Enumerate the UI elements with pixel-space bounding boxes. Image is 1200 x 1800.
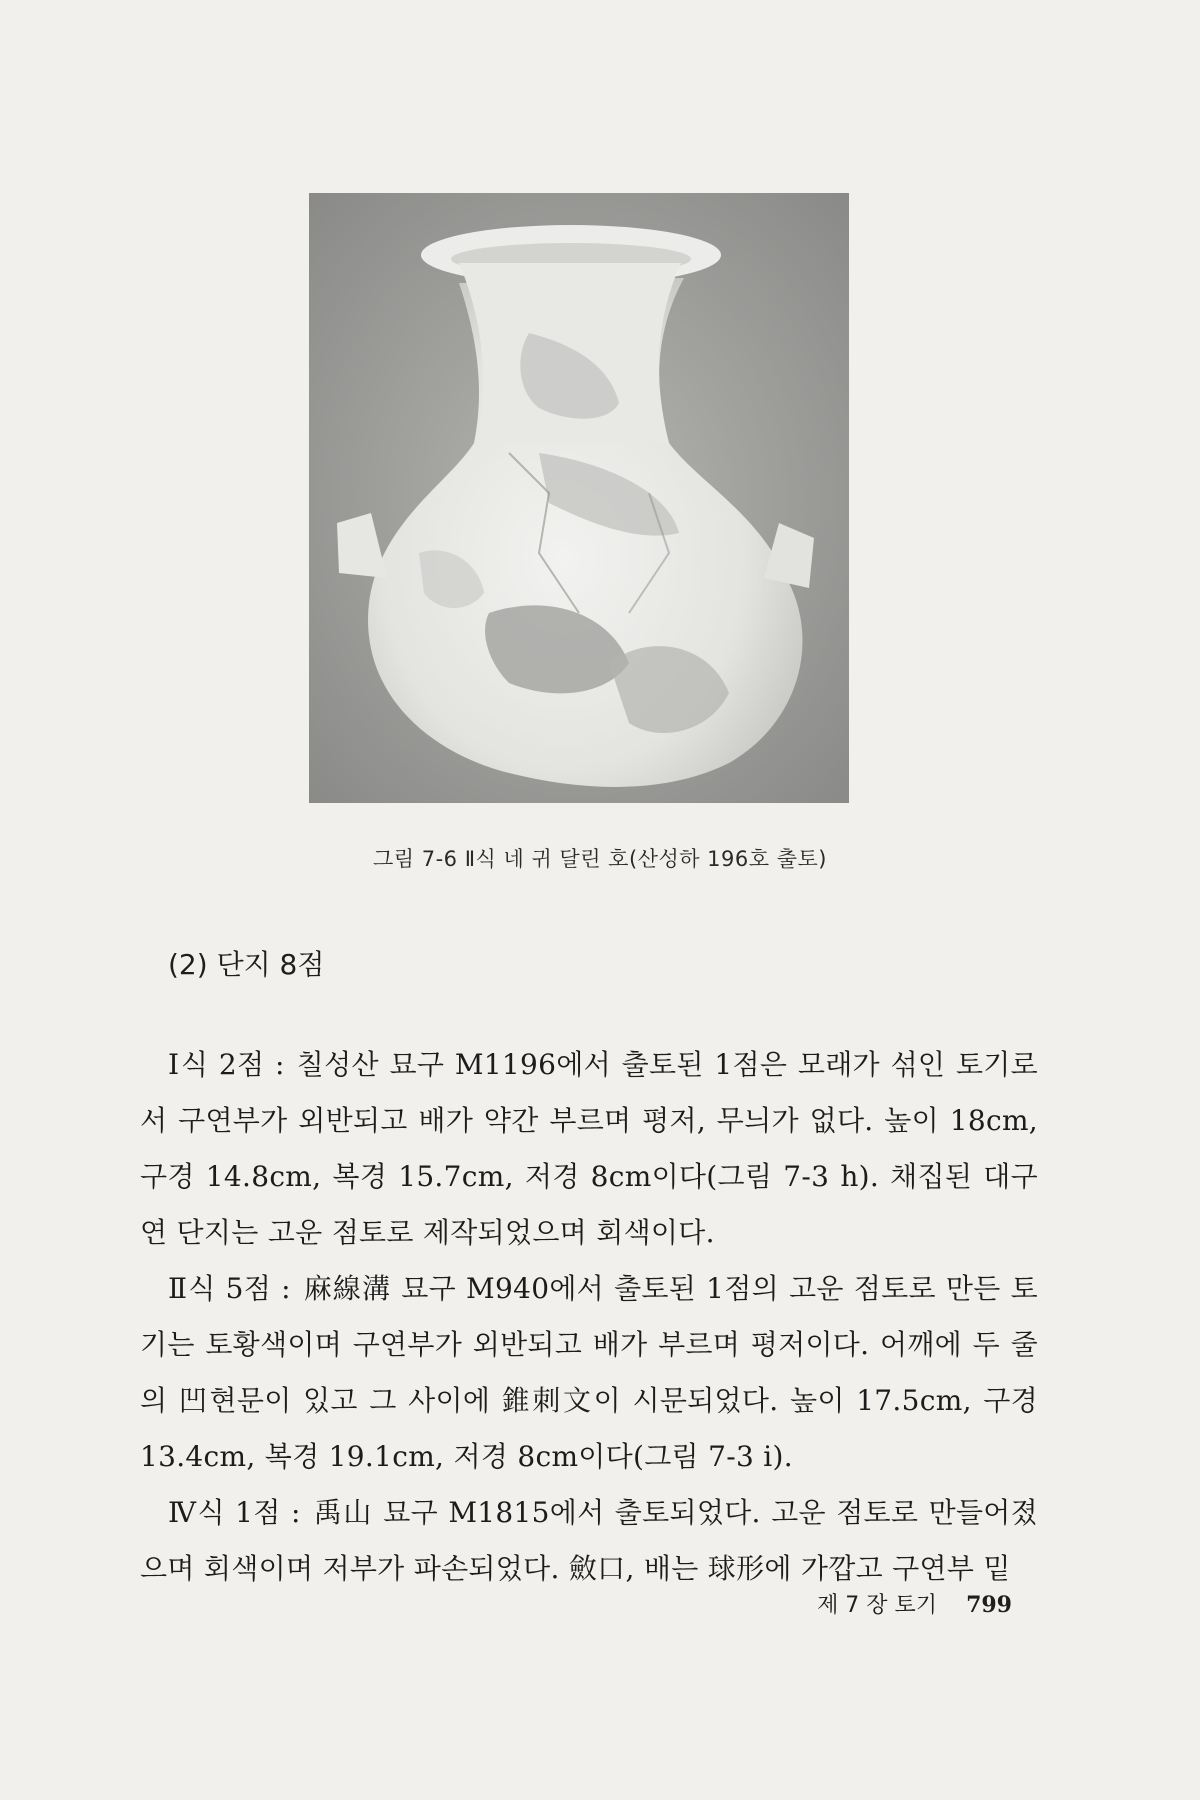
paragraph-type-2: [140, 1261, 1038, 1485]
body-text: [140, 1037, 1038, 1597]
paragraph-lead: Ⅳ식 1점 :: [168, 1496, 301, 1529]
paragraph-text: 칠성산 묘구 M1196에서 출토된 1점은 모래가 섞인 토기로서 구연부가 외반되고 배가 약간 부르며 평저, 무늬가 없다. 높이 18cm, 구경 14.8cm, 복경 15.7cm, 저경 8cm이다(그림 7-3 h). 채집된 대구연 단지는 고운 점토로 제작되었으며 회색이다.: [140, 1048, 1038, 1249]
jar-photo-icon: [309, 193, 849, 803]
paragraph-type-4: [140, 1485, 1038, 1597]
chapter-label: 제 7 장 토기: [817, 1593, 938, 1618]
paragraph-lead: Ⅱ식 5점 :: [168, 1272, 291, 1305]
paragraph-text: 禹山 묘구 M1815에서 출토되었다. 고운 점토로 만들어졌으며 회색이며 저부가 파손되었다. 斂口, 배는 球形에 가깝고 구연부 밑: [140, 1496, 1039, 1585]
page-footer: [817, 1588, 1012, 1619]
paragraph-text: 麻線溝 묘구 M940에서 출토된 1점의 고운 점토로 만든 토기는 토황색이며 구연부가 외반되고 배가 부르며 평저이다. 어깨에 두 줄의 凹현문이 있고 그 사이에 錐刺文이 시문되었다. 높이 17.5cm, 구경 13.4cm, 복경 19.1cm, 저경 8cm이다(그림 7-3 i).: [140, 1272, 1038, 1473]
section-heading: (2) 단지 8점: [168, 948, 325, 981]
figure-photo: [309, 193, 849, 803]
paragraph-lead: Ⅰ식 2점 :: [168, 1048, 285, 1081]
figure-caption: 그림 7-6 Ⅱ식 네 귀 달린 호(산성하 196호 출토): [372, 847, 827, 871]
paragraph-type-1: [140, 1037, 1038, 1261]
page-number: 799: [966, 1592, 1012, 1618]
